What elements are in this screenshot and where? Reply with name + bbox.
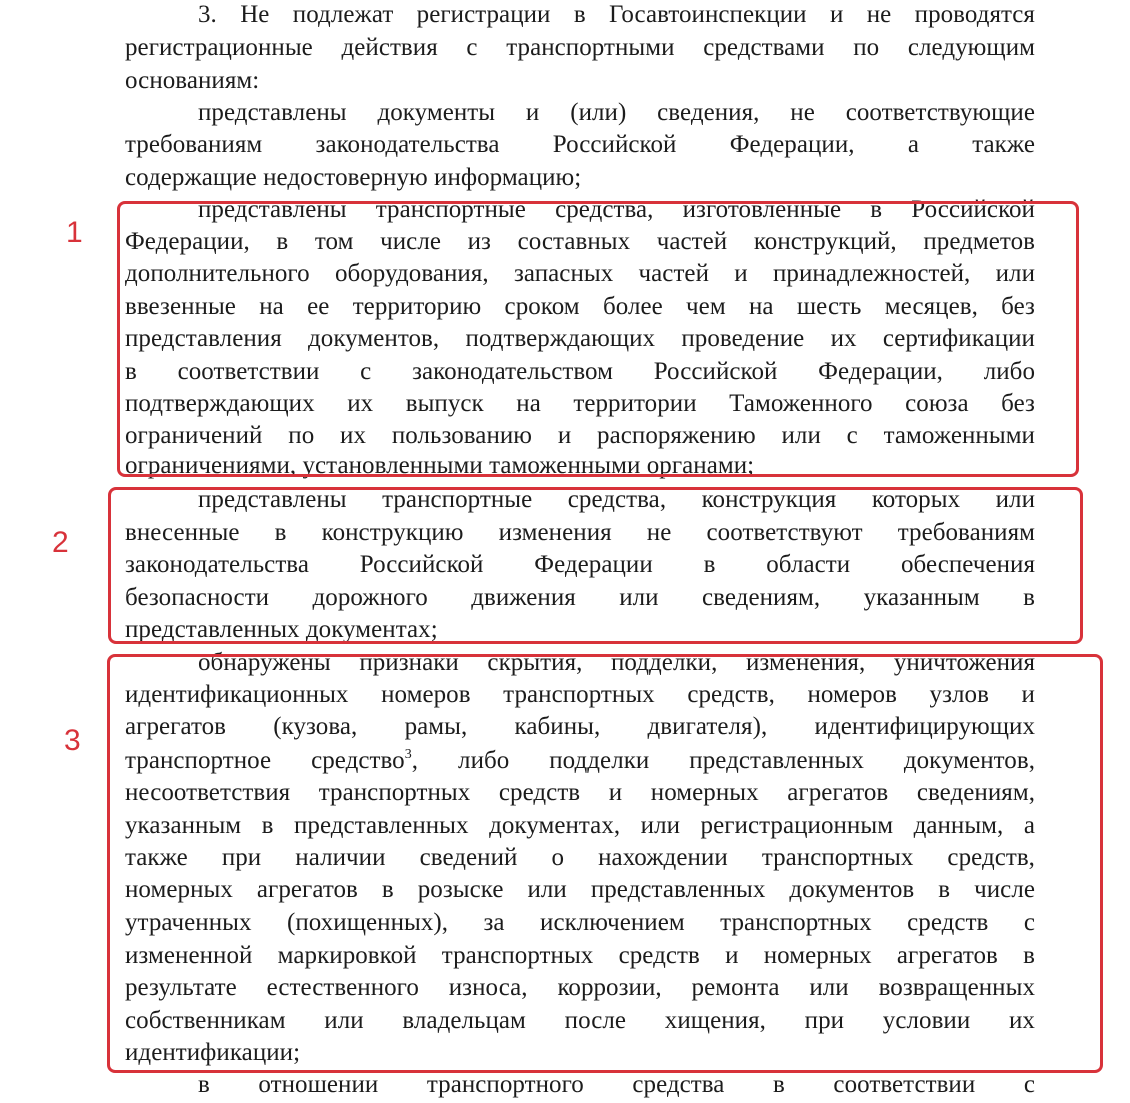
text-line: представленных документах;: [125, 616, 438, 643]
text-line: представления документов, подтверждающих проведение их сертификации: [125, 325, 1035, 352]
text-line: безопасности дорожного движения или сведениям, указанным в: [125, 584, 1035, 611]
text-line: внесенные в конструкцию изменения не соответствуют требованиям: [125, 519, 1035, 546]
text-line: ограничениями, установленными таможенными органами;: [125, 452, 755, 479]
text-line: в отношении транспортного средства в соответствии с: [198, 1071, 1035, 1098]
text-line: утраченных (похищенных), за исключением транспортных средств с: [125, 909, 1035, 936]
text-line: 3. Не подлежат регистрации в Госавтоинспекции и не проводятся: [198, 1, 1035, 28]
text-line: номерных агрегатов в розыске или представленных документов в числе: [125, 876, 1035, 903]
text-line: основаниям:: [125, 67, 260, 94]
text-line: несоответствия транспортных средств и номерных агрегатов сведениям,: [125, 779, 1035, 806]
text-line: подтверждающих их выпуск на территории Таможенного союза без: [125, 390, 1035, 417]
text-line: идентификации;: [125, 1039, 301, 1066]
text-line: представлены транспортные средства, конструкция которых или: [198, 486, 1035, 513]
text-line: агрегатов (кузова, рамы, кабины, двигателя), идентифицирующих: [125, 713, 1035, 740]
text-line: указанным в представленных документах, или регистрационным данным, а: [125, 812, 1035, 839]
text-line: Федерации, в том числе из составных частей конструкций, предметов: [125, 228, 1035, 255]
text-fragment: , либо подделки представленных документов,: [411, 747, 1035, 774]
box-label-1: 1: [66, 216, 83, 249]
text-line: ограничений по их пользованию и распоряжению или с таможенными: [125, 422, 1035, 449]
text-line: дополнительного оборудования, запасных частей и принадлежностей, или: [125, 260, 1035, 287]
text-line: результате естественного износа, коррозии, ремонта или возвращенных: [125, 974, 1035, 1001]
text-line: регистрационные действия с транспортными средствами по следующим: [125, 34, 1035, 61]
text-line: законодательства Российской Федерации в области обеспечения: [125, 551, 1035, 578]
highlight-box-2: [108, 487, 1083, 644]
text-line: также при наличии сведений о нахождении транспортных средств,: [125, 844, 1035, 871]
text-line: требованиям законодательства Российской Федерации, а также: [125, 131, 1035, 158]
box-label-2: 2: [52, 526, 69, 559]
text-line: содержащие недостоверную информацию;: [125, 164, 582, 191]
text-line: измененной маркировкой транспортных средств и номерных агрегатов в: [125, 942, 1035, 969]
highlight-box-1: [117, 201, 1079, 477]
text-line: идентификационных номеров транспортных средств, номеров узлов и: [125, 681, 1035, 708]
text-line: представлены транспортные средства, изготовленные в Российской: [198, 196, 1035, 223]
text-line: в соответствии с законодательством Российской Федерации, либо: [125, 358, 1035, 385]
text-line: обнаружены признаки скрытия, подделки, изменения, уничтожения: [198, 649, 1035, 676]
text-line: представлены документы и (или) сведения, не соответствующие: [198, 99, 1035, 126]
footnote-ref: 3: [404, 747, 412, 762]
highlight-box-3: [107, 654, 1103, 1073]
text-line: ввезенные на ее территорию сроком более чем на шесть месяцев, без: [125, 293, 1035, 320]
box-label-3: 3: [64, 724, 81, 757]
text-line: собственникам или владельцам после хищения, при условии их: [125, 1007, 1035, 1034]
text-fragment: транспортное средство: [125, 747, 405, 774]
